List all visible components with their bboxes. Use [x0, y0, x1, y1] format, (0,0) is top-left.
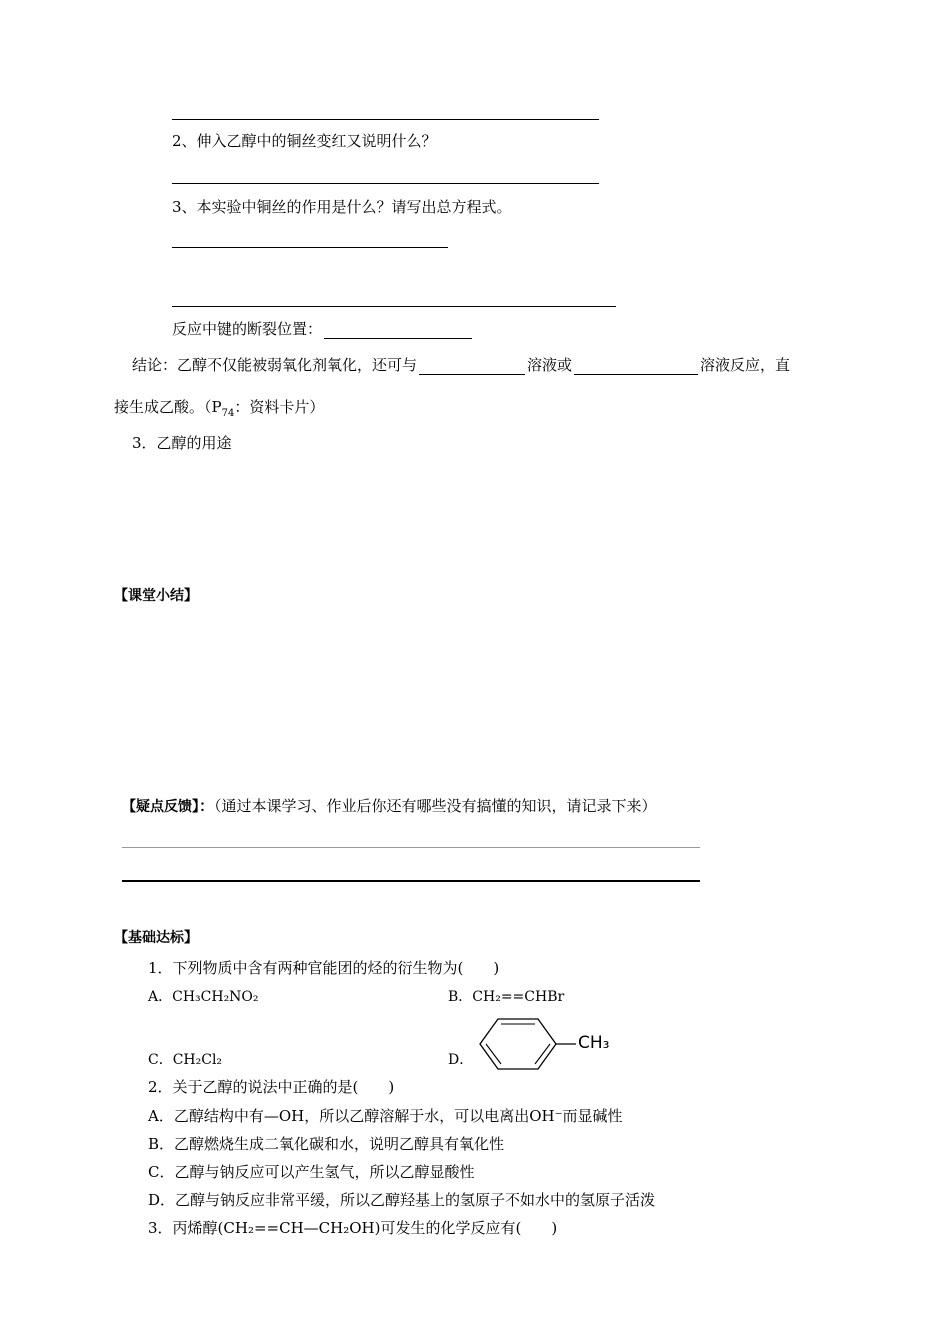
- exercise-2-option-c[interactable]: C．乙醇与钠反应可以产生氢气，所以乙醇显酸性: [148, 1163, 475, 1181]
- exercise-2-option-b[interactable]: B．乙醇燃烧生成二氧化碳和水，说明乙醇具有氧化性: [148, 1135, 505, 1153]
- conclusion-text-2: 溶液或: [527, 356, 573, 374]
- class-summary-heading: 【课堂小结】: [114, 588, 198, 604]
- ethanol-uses-heading: 3．乙醇的用途: [132, 434, 232, 452]
- conclusion-text-5: ：资料卡片）: [234, 398, 325, 416]
- exercise-1-stem: 1．下列物质中含有两种官能团的烃的衍生物为( ): [148, 959, 500, 977]
- conclusion-text-1: 结论：乙醇不仅能被弱氧化剂氧化，还可与: [132, 356, 418, 374]
- question-3: 3、本实验中铜丝的作用是什么？请写出总方程式。: [172, 198, 512, 216]
- feedback-heading: 【疑点反馈】: [122, 799, 199, 815]
- answer-line-4[interactable]: [172, 306, 616, 307]
- benzene-double-bond-3: [486, 1044, 501, 1064]
- exercise-1-option-c[interactable]: C．CH₂Cl₂: [148, 1052, 223, 1068]
- exercise-2-option-d[interactable]: D．乙醇与钠反应非常平缓，所以乙醇羟基上的氢原子不如水中的氢原子活泼: [148, 1191, 656, 1209]
- exercise-1-option-a[interactable]: A．CH₃CH₂NO₂: [148, 989, 259, 1005]
- methyl-group-label: CH₃: [578, 1033, 610, 1053]
- benzene-ring: [480, 1019, 556, 1069]
- feedback-answer-line-1[interactable]: [122, 847, 700, 848]
- exercise-1-option-d[interactable]: D．: [448, 1052, 474, 1068]
- exercise-2-option-a[interactable]: A．乙醇结构中有—OH，所以乙醇溶解于水，可以电离出OH⁻而显碱性: [148, 1107, 623, 1125]
- conclusion-blank-2[interactable]: [574, 358, 698, 375]
- feedback-colon: ：: [199, 797, 215, 815]
- bond-break-label: 反应中键的断裂位置：: [172, 320, 323, 338]
- conclusion-blank-1[interactable]: [419, 358, 525, 375]
- basic-target-heading: 【基础达标】: [114, 930, 198, 946]
- exercise-1-option-b[interactable]: B．CH₂==CHBr: [448, 989, 565, 1005]
- page-subscript: 74: [221, 408, 235, 419]
- bond-break-blank[interactable]: [324, 322, 472, 339]
- answer-line-3[interactable]: [172, 247, 448, 248]
- answer-line-2[interactable]: [172, 183, 599, 184]
- conclusion-text-3: 溶液反应，直: [700, 356, 791, 374]
- exercise-3-stem: 3．丙烯醇(CH₂==CH—CH₂OH)可发生的化学反应有( ): [148, 1219, 558, 1237]
- conclusion-line-1: [132, 355, 790, 375]
- benzene-double-bond-2: [535, 1044, 550, 1064]
- conclusion-line-2: [114, 397, 324, 417]
- bond-break-position: [172, 319, 474, 339]
- feedback-answer-line-2[interactable]: [122, 880, 700, 882]
- exercise-2-stem: 2．关于乙醇的说法中正确的是( ): [148, 1078, 395, 1096]
- feedback-line: [122, 796, 657, 817]
- answer-line-1[interactable]: [172, 119, 599, 120]
- feedback-note: （通过本课学习、作业后你还有哪些没有搞懂的知识，请记录下来）: [214, 797, 657, 815]
- conclusion-text-4: 接生成乙酸。（P: [114, 398, 222, 416]
- question-2: 2、伸入乙醇中的铜丝变红又说明什么？: [172, 132, 437, 150]
